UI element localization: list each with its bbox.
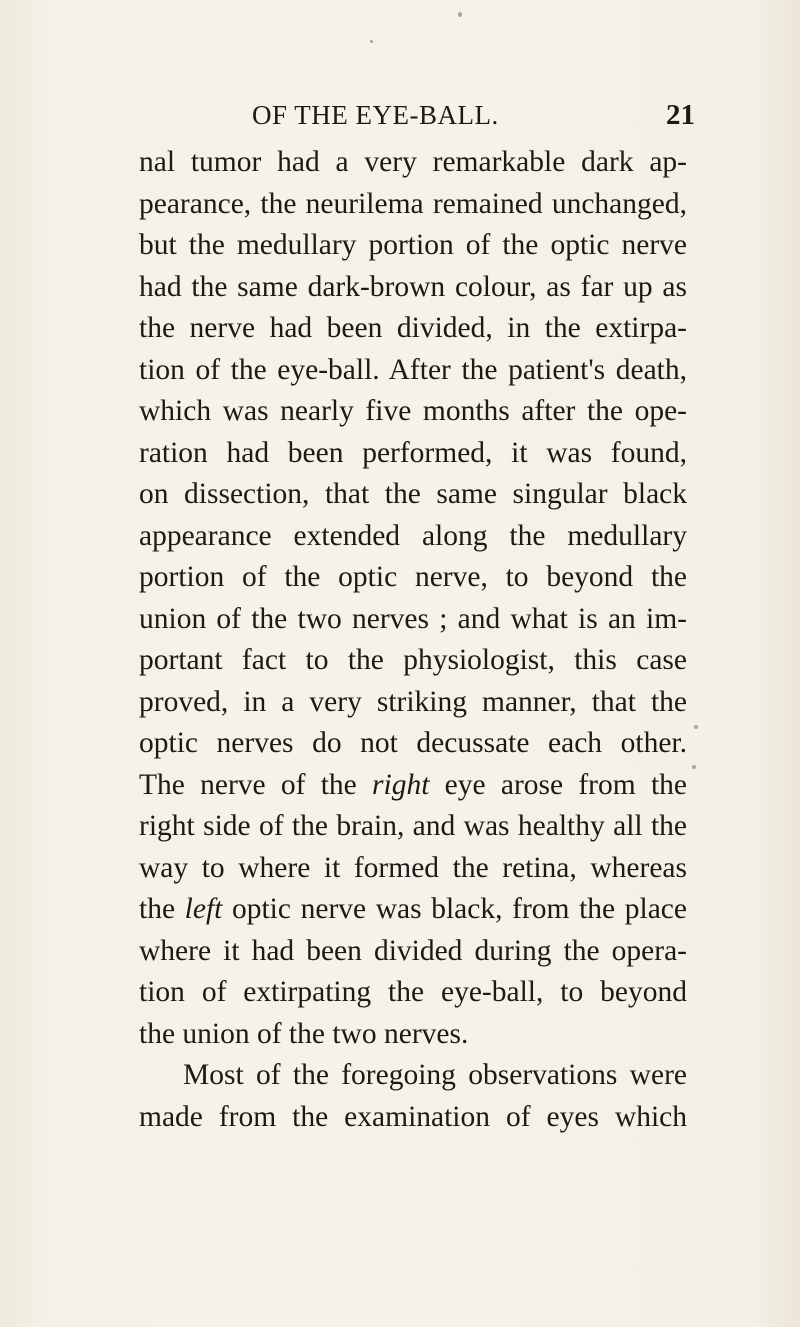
text-line: [139, 889, 687, 931]
text-line: appearance extended along the medullary: [139, 519, 687, 552]
text-line: but the medullary portion of the optic nerve: [139, 229, 687, 261]
text-line: Most of the foregoing observations were: [183, 1059, 687, 1091]
body-text: [139, 142, 687, 1138]
paper-speck: [694, 725, 698, 729]
text-segment: the: [139, 893, 185, 925]
paragraph-2: [139, 1055, 687, 1138]
text-line: portion of the optic nerve, to beyond the: [139, 561, 687, 593]
text-line: on dissection, that the same singular black: [139, 478, 687, 510]
running-head: [0, 95, 800, 135]
text-line: portant fact to the physiologist, this case: [139, 644, 687, 676]
italic-word-left: left: [184, 893, 223, 925]
text-line: [139, 765, 687, 807]
text-line: tion of the eye-ball. After the patient's death,: [139, 353, 687, 386]
text-line: made from the examination of eyes which: [139, 1100, 687, 1133]
page-number: 21: [666, 99, 695, 131]
text-line: the union of the two nerves.: [139, 1017, 469, 1050]
text-line: which was nearly five months after the ope-: [139, 395, 687, 427]
text-line: way to where it formed the retina, whereas: [139, 851, 687, 884]
italic-word-right: right: [372, 768, 430, 801]
text-line: right side of the brain, and was healthy all the: [139, 810, 687, 842]
running-head-title: OF THE EYE-BALL.: [252, 100, 499, 130]
text-line: where it had been divided during the opera-: [139, 934, 687, 967]
text-segment: eye arose from the: [429, 768, 687, 801]
paragraph-1: [139, 142, 687, 1055]
text-segment: The nerve of the: [139, 768, 373, 801]
text-line: tion of extirpating the eye-ball, to beyond: [139, 976, 687, 1008]
text-segment: optic nerve was black, from the place: [222, 893, 687, 925]
text-line: union of the two nerves ; and what is an im-: [139, 602, 687, 635]
text-line: the nerve had been divided, in the extirpa-: [139, 312, 687, 344]
text-line: optic nerves do not decussate each other.: [139, 727, 687, 759]
text-line: nal tumor had a very remarkable dark ap-: [139, 146, 687, 178]
paper-speck: [370, 40, 373, 43]
paper-speck: [692, 765, 696, 769]
paper-speck: [458, 12, 462, 17]
text-line: pearance, the neurilema remained unchanged,: [139, 187, 687, 220]
text-line: ration had been performed, it was found,: [139, 436, 687, 469]
text-line: had the same dark-brown colour, as far up as: [139, 270, 687, 303]
text-line: proved, in a very striking manner, that the: [139, 685, 687, 718]
